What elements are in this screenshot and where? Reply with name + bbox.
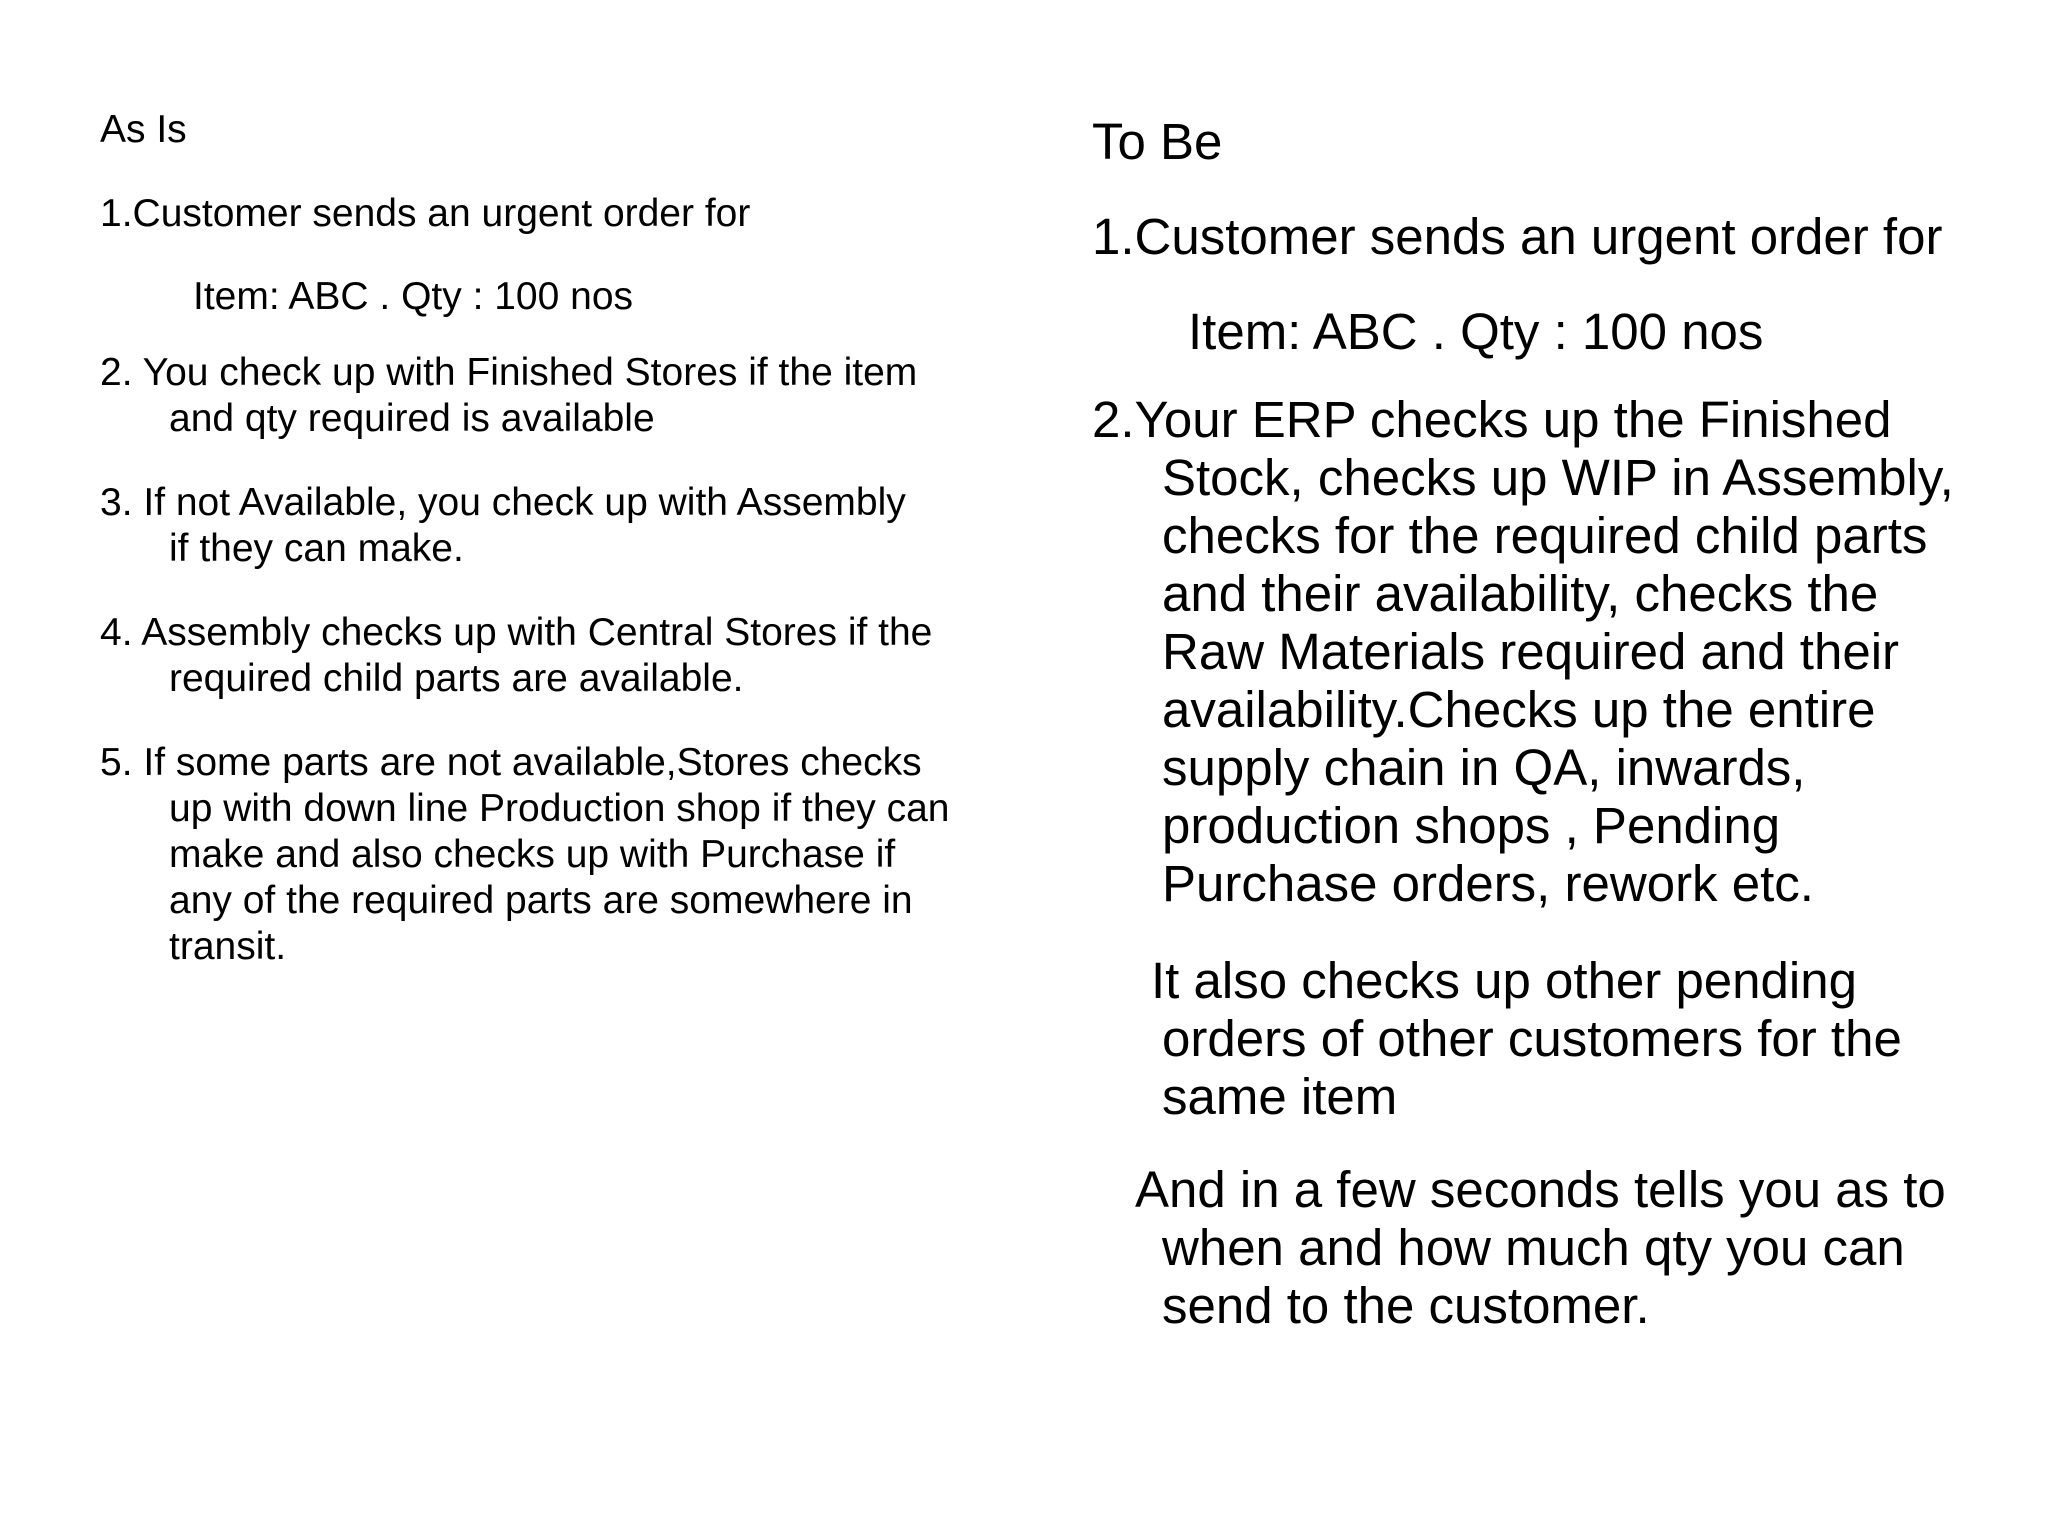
as-is-step-3-line-2: if they can make. — [169, 527, 464, 570]
to-be-paragraph-2-line-3: same item — [1162, 1068, 1398, 1125]
to-be-step-1-item: Item: ABC . Qty : 100 nos — [1188, 303, 1764, 360]
as-is-step-5-line-2: up with down line Production shop if they can — [169, 787, 950, 830]
to-be-paragraph-3-line-1: And in a few seconds tells you as to — [1135, 1161, 1946, 1218]
to-be-step-1: 1.Customer sends an urgent order for — [1092, 208, 1943, 265]
as-is-step-5-line-5: transit. — [169, 925, 287, 968]
to-be-step-2-line-9: Purchase orders, rework etc. — [1162, 855, 1814, 912]
to-be-step-2-line-5: Raw Materials required and their — [1162, 623, 1900, 680]
as-is-step-4-line-2: required child parts are available. — [169, 657, 744, 700]
as-is-step-5-line-4: any of the required parts are somewhere in — [169, 879, 913, 922]
to-be-step-2-line-8: production shops , Pending — [1162, 797, 1781, 854]
as-is-step-5-line-3: make and also checks up with Purchase if — [169, 833, 896, 876]
to-be-step-2-line-2: Stock, checks up WIP in Assembly, — [1162, 449, 1954, 506]
to-be-step-2-line-6: availability.Checks up the entire — [1162, 681, 1876, 738]
as-is-step-1: 1.Customer sends an urgent order for — [100, 192, 751, 235]
as-is-step-3-line-1: 3. If not Available, you check up with Assembly — [100, 481, 906, 524]
to-be-step-2-line-4: and their availability, checks the — [1162, 565, 1879, 622]
as-is-step-5-line-1: 5. If some parts are not available,Stores checks — [100, 741, 922, 784]
as-is-step-2-line-1: 2. You check up with Finished Stores if the item — [100, 351, 918, 394]
to-be-paragraph-2-line-1: It also checks up other pending — [1151, 952, 1857, 1009]
to-be-step-2-line-1: 2.Your ERP checks up the Finished — [1092, 391, 1892, 448]
to-be-step-2-line-7: supply chain in QA, inwards, — [1162, 739, 1806, 796]
to-be-step-2-line-3: checks for the required child parts — [1162, 507, 1928, 564]
to-be-heading: To Be — [1092, 113, 1223, 170]
to-be-paragraph-2-line-2: orders of other customers for the — [1162, 1010, 1902, 1067]
to-be-paragraph-3-line-3: send to the customer. — [1162, 1277, 1650, 1334]
as-is-step-2-line-2: and qty required is available — [169, 397, 655, 440]
as-is-step-1-item: Item: ABC . Qty : 100 nos — [193, 275, 634, 318]
as-is-heading: As Is — [100, 108, 187, 151]
as-is-step-4-line-1: 4. Assembly checks up with Central Stores if the — [100, 611, 933, 654]
to-be-paragraph-3-line-2: when and how much qty you can — [1162, 1219, 1905, 1276]
